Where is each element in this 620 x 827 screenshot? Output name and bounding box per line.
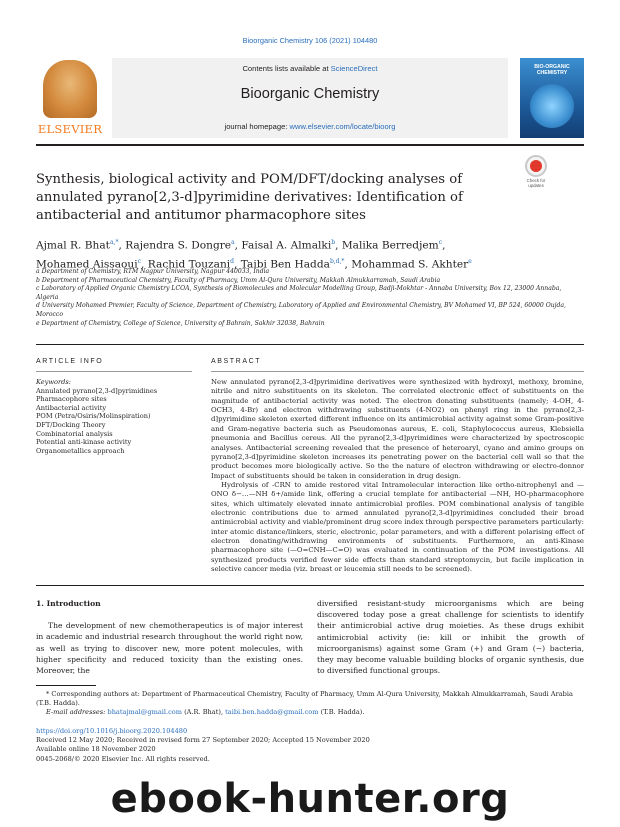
corresponding-author-note: * Corresponding authors at: Department of Pharmaceutical Chemistry, Faculty of Pharmacy, Umm Al-Qura University, Makkah Almukkarramah, Saudi Arabia (T.B. Hadda). bbox=[36, 690, 573, 708]
author-name[interactable]: Ajmal R. Bhat bbox=[36, 239, 110, 252]
keywords-list bbox=[36, 378, 196, 455]
article-info-rule bbox=[36, 371, 192, 372]
affiliation: a Department of Chemistry, RTM Nagpur University, Nagpur 440033, India bbox=[36, 268, 270, 275]
keyword: Potential anti-kinase activity bbox=[36, 438, 132, 447]
author-name[interactable]: Mohamed Aissaoui bbox=[36, 258, 138, 271]
homepage-line: journal homepage: www.elsevier.com/locate/bioorg bbox=[224, 122, 396, 131]
check-for-updates-badge[interactable] bbox=[519, 155, 553, 189]
keyword: Organometallics approach bbox=[36, 446, 125, 455]
received-dates: Received 12 May 2020; Received in revised form 27 September 2020; Accepted 15 November 2020 bbox=[36, 736, 370, 745]
journal-reference[interactable]: Bioorganic Chemistry 106 (2021) 104480 bbox=[242, 36, 378, 45]
sciencedirect-link[interactable]: ScienceDirect bbox=[330, 64, 378, 73]
keyword: Combinatorial analysis bbox=[36, 429, 113, 438]
keyword: Antibacterial activity bbox=[36, 403, 107, 412]
email-link[interactable]: taibi.ben.hadda@gmail.com bbox=[225, 708, 319, 717]
abstract-text bbox=[211, 378, 584, 575]
bookmark-icon bbox=[530, 160, 542, 172]
copyright: 0045-2068/© 2020 Elsevier Inc. All rights reserved. bbox=[36, 754, 210, 763]
keyword: POM (Petra/Osiris/Molinspiration) bbox=[36, 412, 151, 421]
doi-link[interactable]: https://doi.org/10.1016/j.bioorg.2020.104480 bbox=[36, 727, 188, 735]
badge-text: Check for updates bbox=[526, 178, 546, 188]
elsevier-tree-icon bbox=[43, 60, 97, 118]
cover-title: BIO-ORGANIC CHEMISTRY bbox=[534, 64, 570, 76]
keyword: DFT/Docking Theory bbox=[36, 420, 106, 429]
footnotes bbox=[36, 690, 584, 718]
abstract-paragraph: Hydrolysis of -CRN to amide restored vital Intramolecular interaction like ortho-nitrophenyl and —ONO δ−…—NH δ+/amide link, offering a crucial template for antibacterial —NH, HO-pharmacophore sites, which ultimately elevated innate antimicrobial profiles. POM combinational analysis of tangible electronic contributions due to armed annulated pyrano[2,3-d]pyrimidines concluded their broad antimicrobial activity and viable/prominent drug score index through perspective parameters particularly: inter atomic distance/linkers, steric, electronic, polar parameters, and with a different polarising effect of electron donating/withdrawing environments of substituents. Furthermore, an anti-Kinase pharmacophore site (—O=CNH—C=O) was evaluated in continuation of the POM investigations. All synthesized products verified fewer side effects than standard streptomycin, but facile implication in selective cancer media (viz. breast or leucemia still needs to be screened). bbox=[211, 480, 584, 574]
journal-name: Bioorganic Chemistry bbox=[240, 86, 380, 102]
publication-history bbox=[36, 727, 584, 764]
affiliation-rule bbox=[36, 344, 584, 345]
section-heading: 1. Introduction bbox=[36, 599, 101, 608]
body-column-left bbox=[36, 598, 303, 676]
body-paragraph: The development of new chemotherapeutics is of major interest in academic and industrial research throughout the world right now, as well as trying to discover new, more potent molecules, with higher specificity and reduced toxicity than the existing ones. Moreover, the bbox=[36, 621, 303, 676]
author-name[interactable]: Rachid Touzani bbox=[147, 258, 231, 271]
author-list: Ajmal R. Bhat$^{a,*}$, Rajendra S. Dongre$^a$, Faisal A. Almalki$^b$, Malika Berredjem$^c$, Mohamed Aissaoui$^c$, Rachid Touzani$^d$, Taibi Ben Hadda$^{b,d,*}$, Mohammad S. Akhter$^e$ bbox=[36, 239, 472, 271]
abstract-paragraph: New annulated pyrano[2,3-d]pyrimidine derivatives were synthesized with hydroxyl, methoxy, bromine, nitrile and nitro substituents on its skeleton. The correlated electronic effect of substituents on the magnitude of antibacterial activity was noted. The electron donating substituents (namely; 4-OH, 4-OCH3, 4-Br) and electron withdrawing substituents (4-NO2) on phenyl ring in the pyrano[2,3-d]pyrimidine skeleton exerted different influence on its antimicrobial activity against some Gram-positive and Gram-negative bacteria such as Pseudomonas aureus, E. coli, Staphylococcus aureus, Klebsiella pneumonia and Bacillus cereus. All the pyrano[2,3-d]pyrimidines were characterized by spectroscopic analyses. Antibacterial screening revealed that the presence of heteroaryl, cyano and amino groups on pyrano[2,3-d]pyrimidine skeleton increases its penetrating power on the bacterial cell wall so that the product becomes more biologically active. So the the nature of electron withdrawing or electro-donnor Impact of substituents should be taken in consideration in drug design. bbox=[211, 378, 584, 480]
homepage-link[interactable]: www.elsevier.com/locate/bioorg bbox=[289, 122, 396, 131]
footnote-rule bbox=[36, 685, 96, 686]
author-name[interactable]: Rajendra S. Dongre bbox=[125, 239, 232, 252]
affiliation: c Laboratory of Applied Organic Chemistry LCOA, Synthesis of Biomolecules and Molecular Modelling Group, Badji-Mokhtar - Annaba University, Box 12, 23000 Annaba, Algeria bbox=[36, 285, 562, 301]
abstract-end-rule bbox=[36, 585, 584, 586]
keywords-label: Keywords: bbox=[36, 378, 71, 386]
header-rule bbox=[36, 144, 584, 146]
keyword: Pharmacophore sites bbox=[36, 395, 107, 404]
article-title: Synthesis, biological activity and POM/DFT/docking analyses of annulated pyrano[2,3-d]pyrimidine derivatives: Identification of antibacterial and antitumor pharmacophore sites bbox=[36, 172, 463, 223]
cover-art-icon bbox=[530, 84, 574, 128]
keyword: Annulated pyrano[2,3-d]pyrimidines bbox=[36, 386, 158, 395]
body-column-right bbox=[317, 598, 584, 676]
abstract-heading: ABSTRACT bbox=[211, 358, 262, 365]
email-link[interactable]: bhatajmal@gmail.com bbox=[107, 708, 183, 717]
watermark: ebook-hunter.org bbox=[110, 776, 510, 822]
email-note: E-mail addresses: bhatajmal@gmail.com (A.R. Bhat), taibi.ben.hadda@gmail.com (T.B. Hadda). bbox=[46, 708, 365, 717]
author-name[interactable]: Faisal A. Almalki bbox=[241, 239, 332, 252]
journal-banner bbox=[112, 58, 508, 138]
affiliation: e Department of Chemistry, College of Science, University of Bahrain, Sakhir 32038, Bahrain bbox=[36, 319, 325, 327]
elsevier-logo[interactable] bbox=[36, 58, 104, 138]
journal-masthead bbox=[36, 58, 584, 138]
journal-cover[interactable] bbox=[520, 58, 584, 138]
affiliations bbox=[36, 268, 584, 328]
body-paragraph: diversified resistant-study microorganisms which are being discovered today pose a great challenge for scientists to identify their antimicrobial active drug moieties. As these drugs exhibit antimicrobial activity (ie: kill or inhibit the growth of microorganisms) against some Gram (+) and Gram (−) bacteria, they may become valuable building blocks of organic synthesis, due to diversified functional groups. bbox=[317, 599, 584, 676]
author-name[interactable]: Taibi Ben Hadda bbox=[240, 258, 330, 271]
contents-line: Contents lists available at ScienceDirect bbox=[242, 64, 378, 73]
affiliation: d University Mohamed Premier, Faculty of Science, Department of Chemistry, Laboratory of Applied and Environmental Chemistry, BV Mohamed VI, BP 524, 60000 Oujda, Morocco bbox=[36, 302, 566, 318]
affiliation: b Department of Pharmaceutical Chemistry, Faculty of Pharmacy, Umm Al-Qura University, Makkah Almukkarramah, Saudi Arabia bbox=[36, 276, 441, 284]
publisher-name: ELSEVIER bbox=[37, 122, 103, 136]
article-info-heading: ARTICLE INFO bbox=[36, 358, 104, 365]
available-online: Available online 18 November 2020 bbox=[36, 745, 156, 754]
author-name[interactable]: Malika Berredjem bbox=[341, 239, 439, 252]
abstract-rule bbox=[211, 371, 584, 372]
author-name[interactable]: Mohammad S. Akhter bbox=[351, 258, 469, 271]
